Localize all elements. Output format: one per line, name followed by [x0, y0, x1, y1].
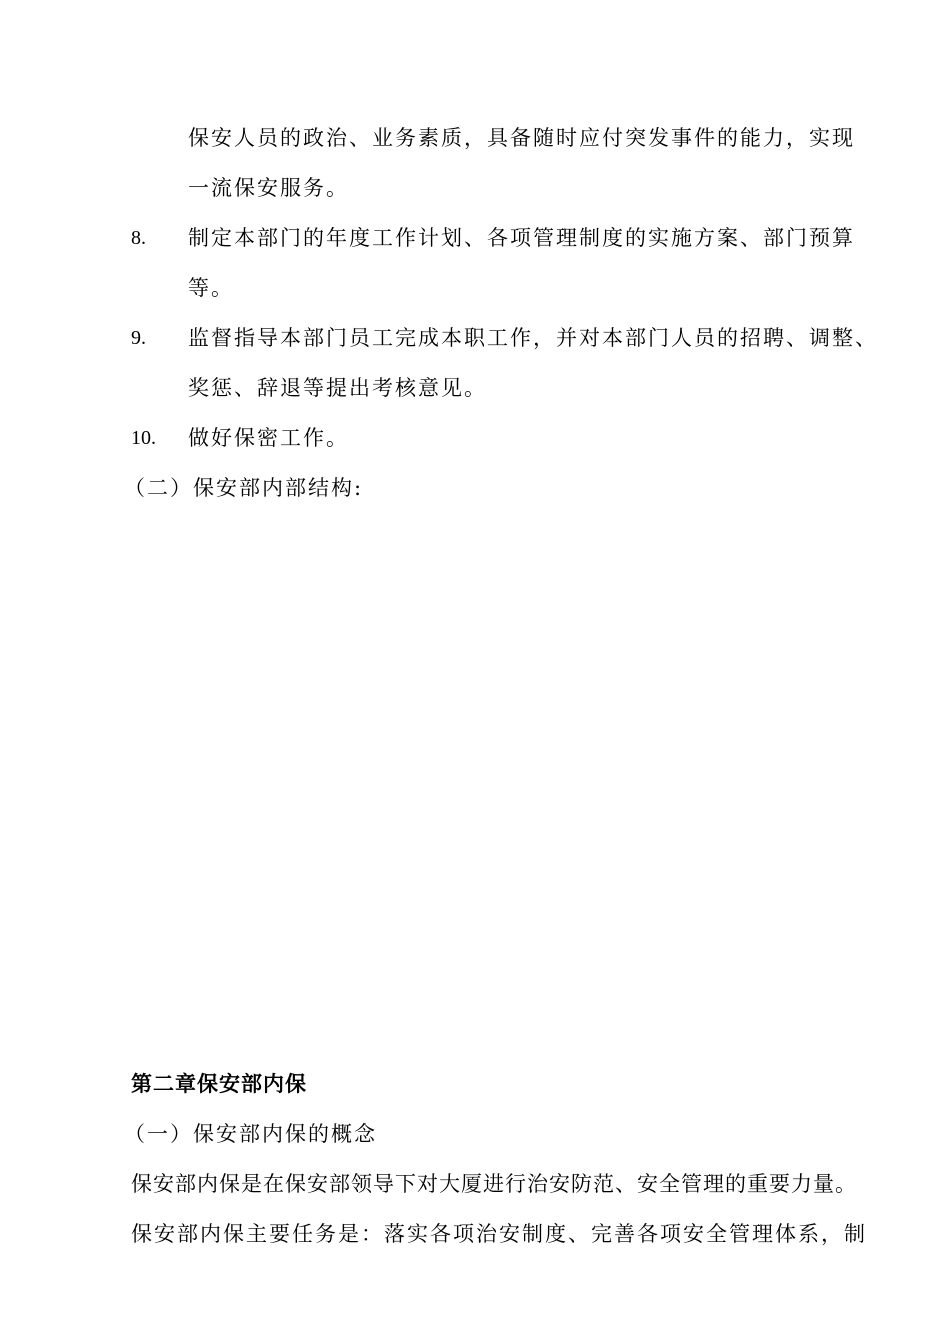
item-8-line-1: 制定本部门的年度工作计划、各项管理制度的实施方案、部门预算 [188, 226, 855, 250]
item-9-number: 9. [131, 327, 146, 349]
chapter-2-title: 第二章保安部内保 [131, 1071, 307, 1096]
continuation-line-1: 保安人员的政治、业务素质，具备随时应付突发事件的能力，实现 [188, 126, 855, 150]
item-10-line-1: 做好保密工作。 [188, 426, 349, 450]
internal-structure-subheading: （二）保安部内部结构: [124, 476, 364, 500]
item-10-number: 10. [131, 427, 156, 449]
chapter-2-paragraph-line-2: 保安部内保主要任务是：落实各项治安制度、完善各项安全管理体系，制 [131, 1222, 867, 1246]
item-9-line-2: 奖惩、辞退等提出考核意见。 [188, 376, 487, 400]
chapter-2-paragraph-line-1: 保安部内保是在保安部领导下对大厦进行治安防范、安全管理的重要力量。 [131, 1172, 857, 1196]
continuation-line-2: 一流保安服务。 [188, 176, 349, 200]
item-8-number: 8. [131, 227, 146, 249]
chapter-2-subheading: （一）保安部内保的概念 [124, 1122, 377, 1146]
item-8-line-2: 等。 [188, 276, 234, 300]
item-9-line-1: 监督指导本部门员工完成本职工作，并对本部门人员的招聘、调整、 [188, 326, 878, 350]
